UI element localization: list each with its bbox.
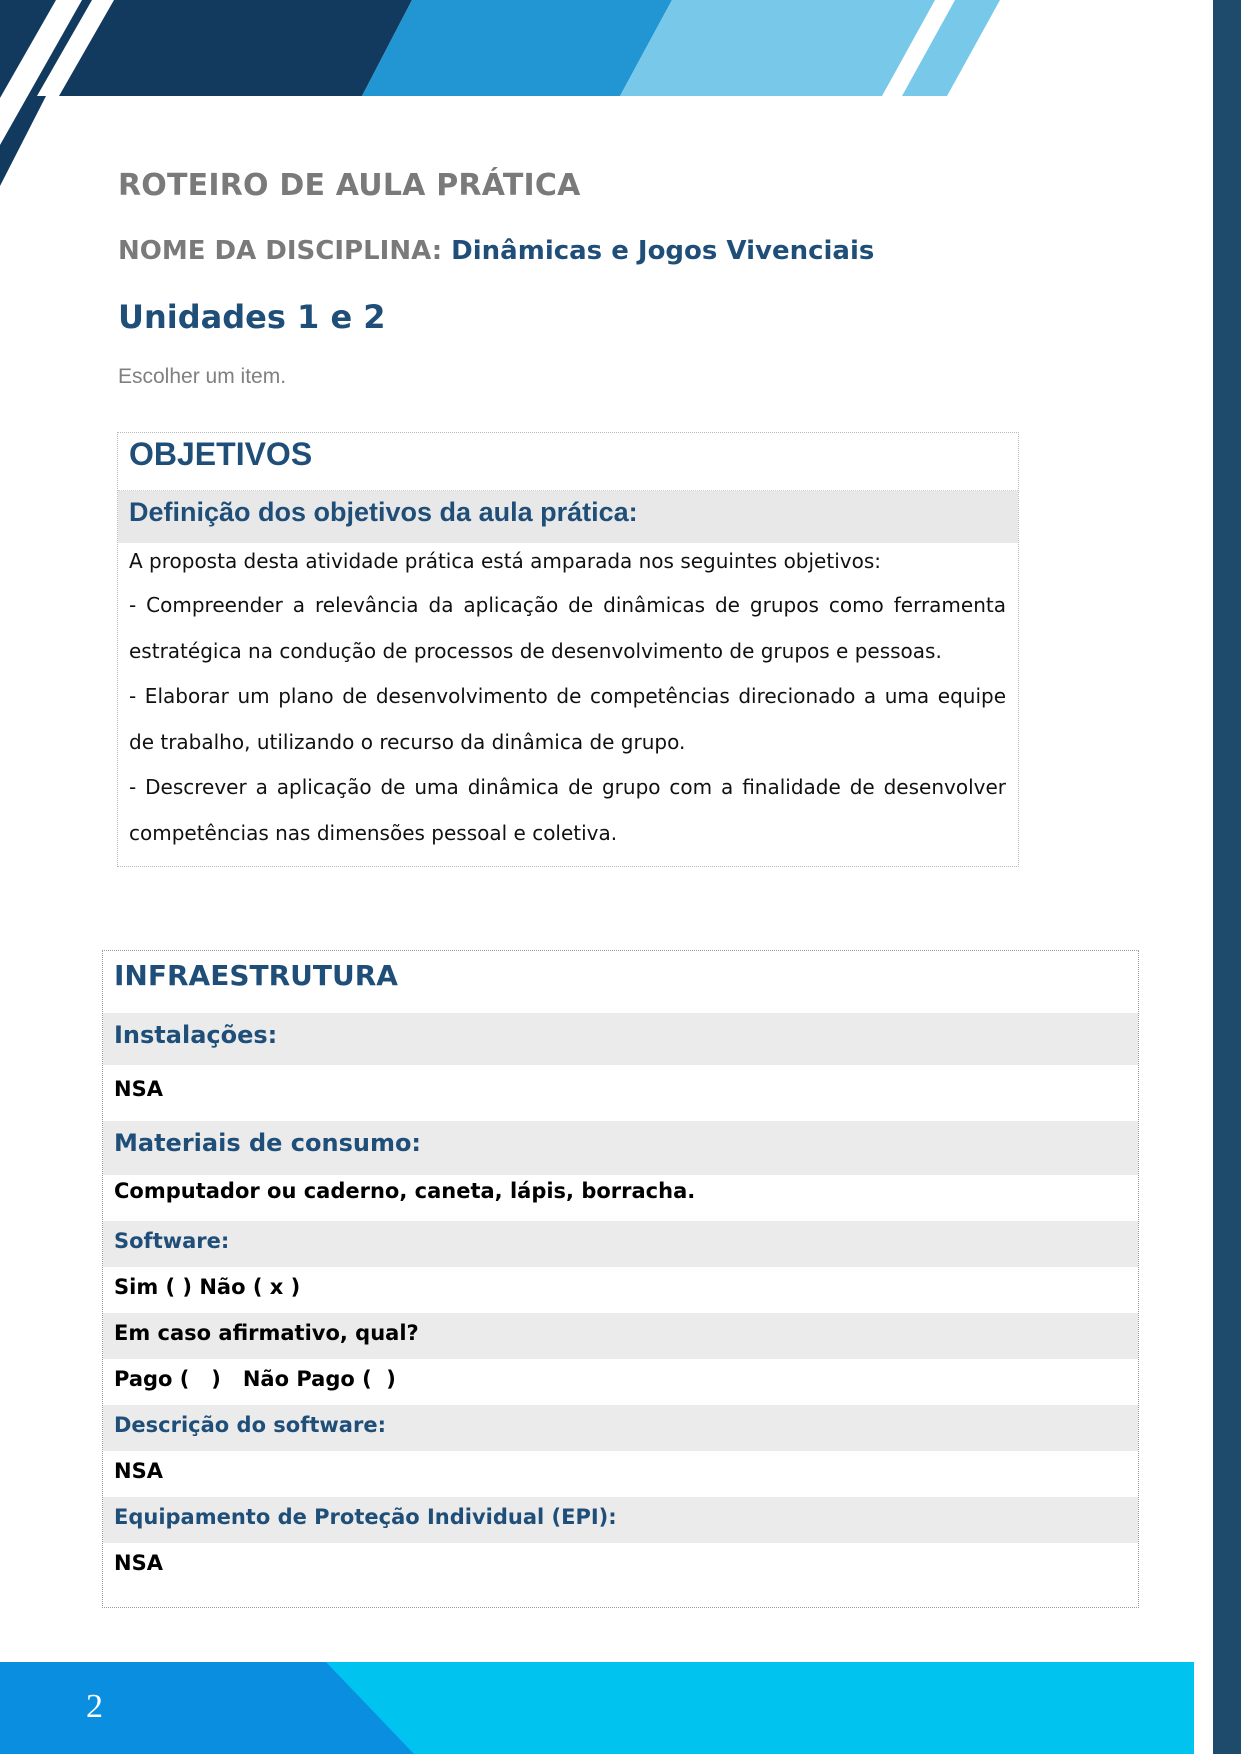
affirmative-label: Em caso afirmativo, qual? [114,1321,419,1345]
infrastructure-box [102,950,1139,1608]
affirmative-row [103,1313,1138,1359]
discipline-line [118,236,874,266]
epi-value-row [103,1543,1138,1605]
software-value: Sim ( ) Não ( x ) [114,1275,301,1299]
software-desc-label: Descrição do software: [114,1413,386,1437]
software-label: Software: [114,1229,230,1253]
objective-item: - Compreender a relevância da aplicação de dinâmicas de grupos como ferramenta estratégica na condução de processos de desenvolvimento de grupos e pessoas. [129,593,1006,663]
materials-label: Materiais de consumo: [114,1129,422,1157]
materials-value: Computador ou caderno, caneta, lápis, borracha. [114,1179,696,1203]
document-title: ROTEIRO DE AULA PRÁTICA [118,168,581,203]
paid-value: Pago ( ) Não Pago ( ) [114,1367,396,1391]
objectives-subheading: Definição dos objetivos da aula prática: [118,491,1018,543]
materials-value-row [103,1175,1138,1221]
header-decoration [0,0,1212,190]
objective-item: - Descrever a aplicação de uma dinâmica de grupo com a finalidade de desenvolver competências nas dimensões pessoal e coletiva. [129,775,1006,845]
objectives-heading: OBJETIVOS [118,433,1018,491]
materials-label-row [103,1121,1138,1175]
objectives-box [117,432,1019,867]
software-desc-label-row [103,1405,1138,1451]
installations-label-row [103,1013,1138,1065]
discipline-label: NOME DA DISCIPLINA: [118,236,443,266]
epi-label: Equipamento de Proteção Individual (EPI): [114,1505,617,1529]
paid-row [103,1359,1138,1405]
epi-label-row [103,1497,1138,1543]
infra-heading-row [103,951,1138,1013]
installations-value: NSA [114,1077,163,1101]
software-value-row [103,1267,1138,1313]
units-heading: Unidades 1 e 2 [118,298,386,336]
objectives-intro: A proposta desta atividade prática está amparada nos seguintes objetivos: [129,549,881,573]
item-dropdown-placeholder[interactable]: Escolher um item. [118,365,287,388]
objectives-body [118,543,1018,866]
epi-value: NSA [114,1551,163,1575]
installations-value-row [103,1065,1138,1121]
infrastructure-heading: INFRAESTRUTURA [114,959,398,992]
software-label-row [103,1221,1138,1267]
discipline-value: Dinâmicas e Jogos Vivenciais [451,236,875,266]
software-desc-value: NSA [114,1459,163,1483]
footer-decoration [0,1662,1194,1754]
software-desc-value-row [103,1451,1138,1497]
page-edge-band [1213,0,1241,1754]
installations-label: Instalações: [114,1021,278,1049]
objective-item: - Elaborar um plano de desenvolvimento de competências direcionado a uma equipe de trabalho, utilizando o recurso da dinâmica de grupo. [129,684,1006,754]
page-number: 2 [86,1688,103,1725]
